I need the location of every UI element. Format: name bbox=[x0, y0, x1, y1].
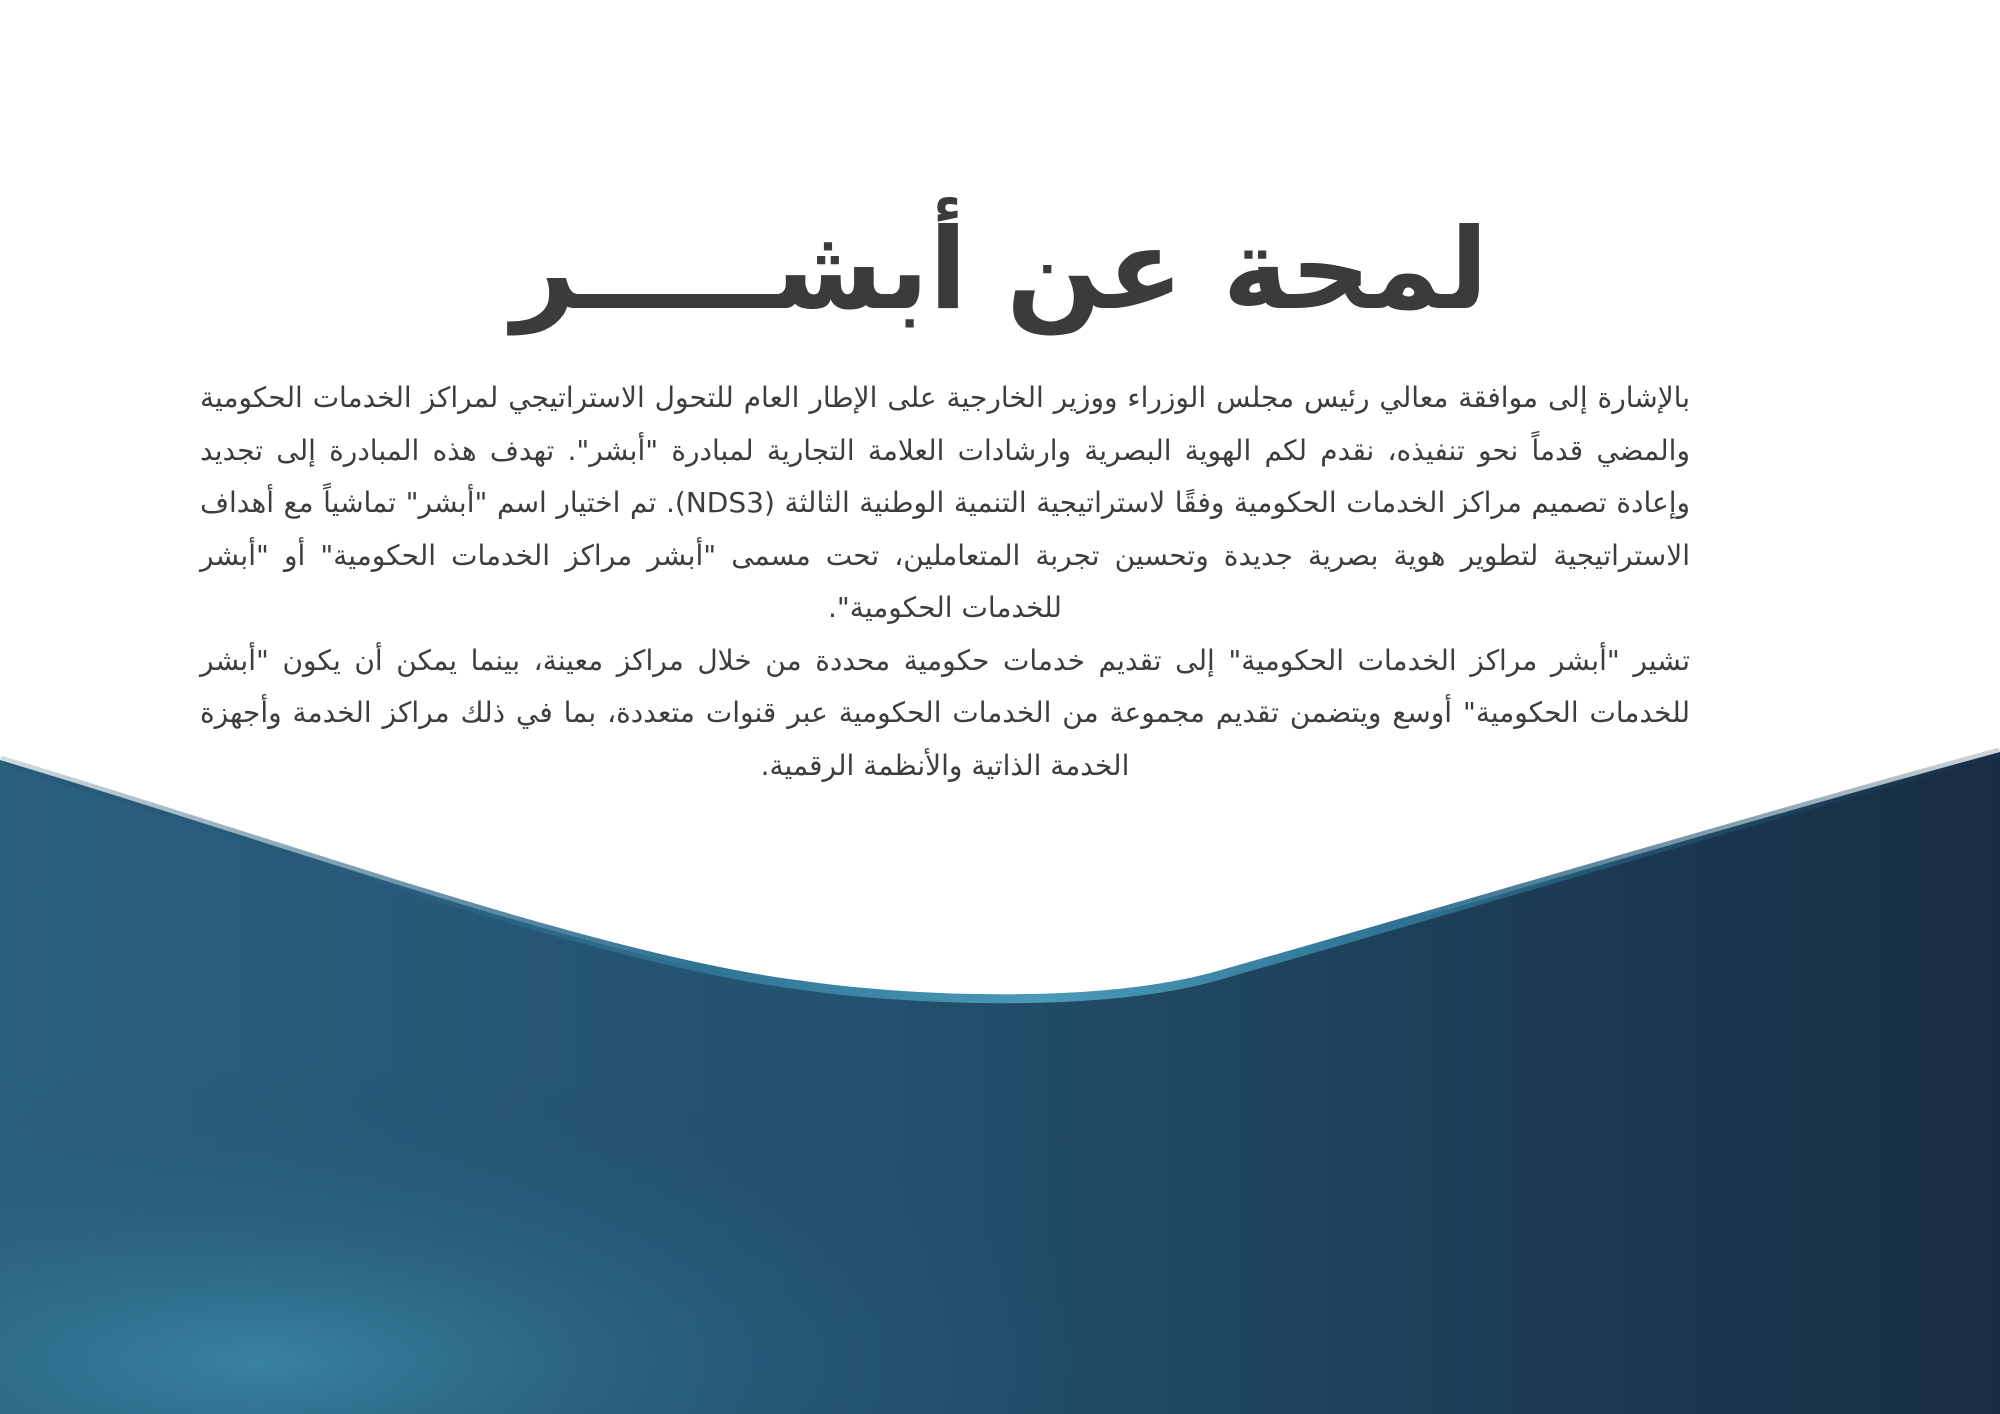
paragraph-intro: بالإشارة إلى موافقة معالي رئيس مجلس الوزراء ووزير الخارجية على الإطار العام للتحول الاستراتيجي لمراكز الخدمات الحكومية والمضي قدماً نحو تنفيذه، نقدم لكم الهوية البصرية وارشادات العلامة التجارية لمبادرة "أبشر". تهدف هذه المبادرة إلى تجديد وإعادة تصميم مراكز الخدمات الحكومية وفقًا لاستراتيجية التنمية الوطنية الثالثة (NDS3). تم اختيار اسم "أبشر" تماشياً مع أهداف الاستراتيجية لتطوير هوية بصرية جديدة وتحسين تجربة المتعاملين، تحت مسمى "أبشر مراكز الخدمات الحكومية" أو "أبشر للخدمات الحكومية". bbox=[200, 381, 1690, 624]
body-text bbox=[200, 372, 1690, 792]
paragraph-details: تشير "أبشر مراكز الخدمات الحكومية" إلى تقديم خدمات حكومية محددة من خلال مراكز معينة، بينما يمكن أن يكون "أبشر للخدمات الحكومية" أوسع ويتضمن تقديم مجموعة من الخدمات الحكومية عبر قنوات متعددة، بما في ذلك مراكز الخدمة وأجهزة الخدمة الذاتية والأنظمة الرقمية. bbox=[200, 643, 1690, 782]
page-title: لمحة عن أبشـــــر bbox=[511, 205, 1489, 335]
